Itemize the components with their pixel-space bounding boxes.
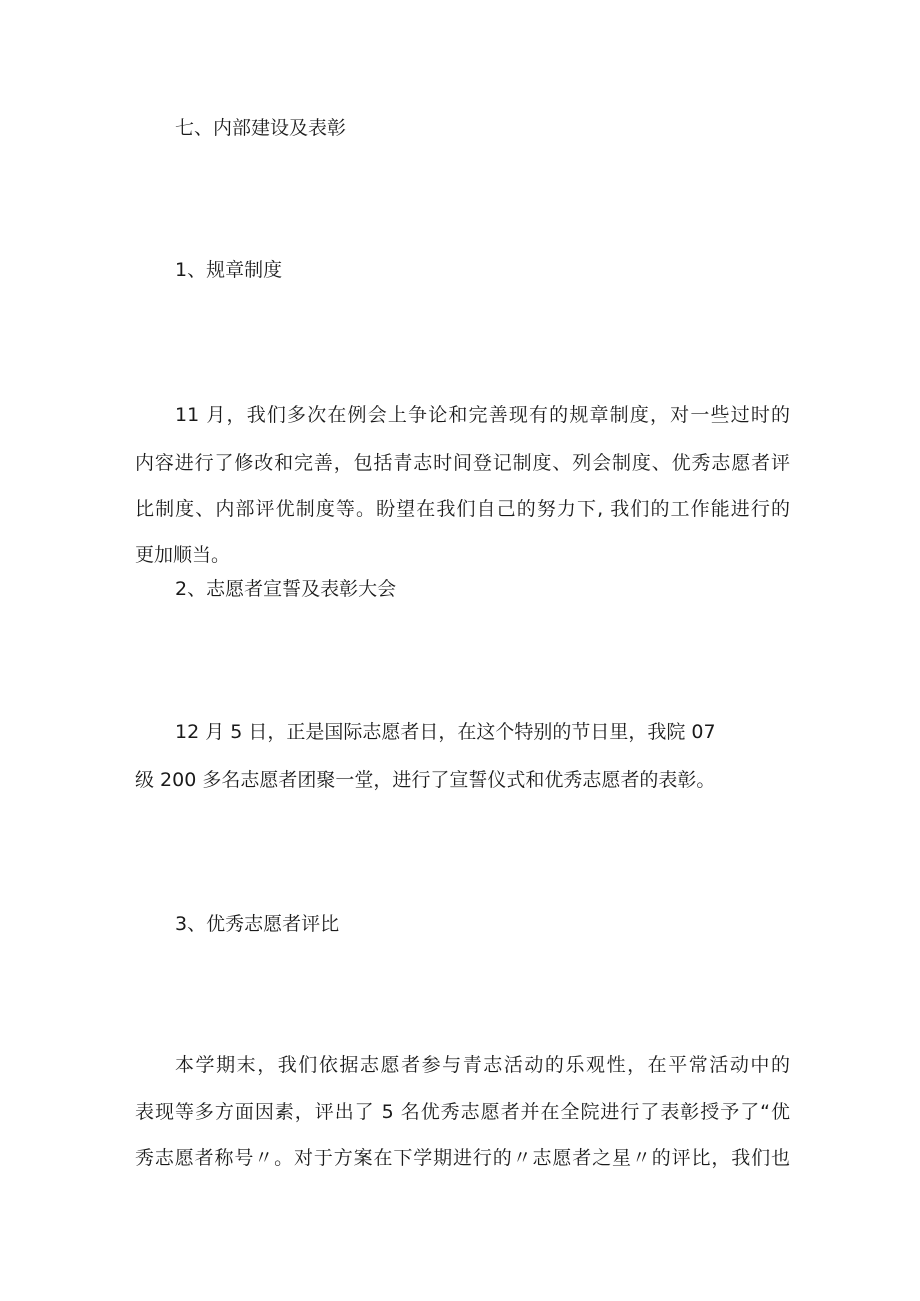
section-heading-3: 3、优秀志愿者评比 [175,913,340,935]
section-heading-main: 七、内部建设及表彰 [175,117,347,139]
section-heading-2: 2、志愿者宣誓及表彰大会 [175,578,397,600]
paragraph-3-line-1: 本学期末，我们依据志愿者参与青志活动的乐观性，在平常活动中的 [175,1054,790,1076]
section-heading-1: 1、规章制度 [175,259,283,281]
paragraph-2-line-2: 级 200 多名志愿者团聚一堂，进行了宣誓仪式和优秀志愿者的表彰。 [135,769,716,791]
paragraph-1-line-2: 内容进行了修改和完善，包括青志时间登记制度、列会制度、优秀志愿者评 [135,452,790,474]
paragraph-1-line-3: 比制度、内部评优制度等。盼望在我们自己的努力下, 我们的工作能进行的 [135,498,790,520]
paragraph-3-line-3: 秀志愿者称号〃。对于方案在下学期进行的〃志愿者之星〃的评比，我们也 [135,1147,790,1169]
paragraph-2-line-1: 12 月 5 日，正是国际志愿者日，在这个特别的节日里，我院 07 [175,721,716,743]
paragraph-1-line-4: 更加顺当。 [135,544,231,566]
paragraph-3-line-2: 表现等多方面因素，评出了 5 名优秀志愿者并在全院进行了表彰授予了“优 [135,1101,790,1123]
paragraph-1-line-1: 11 月，我们多次在例会上争论和完善现有的规章制度，对一些过时的 [175,404,790,426]
